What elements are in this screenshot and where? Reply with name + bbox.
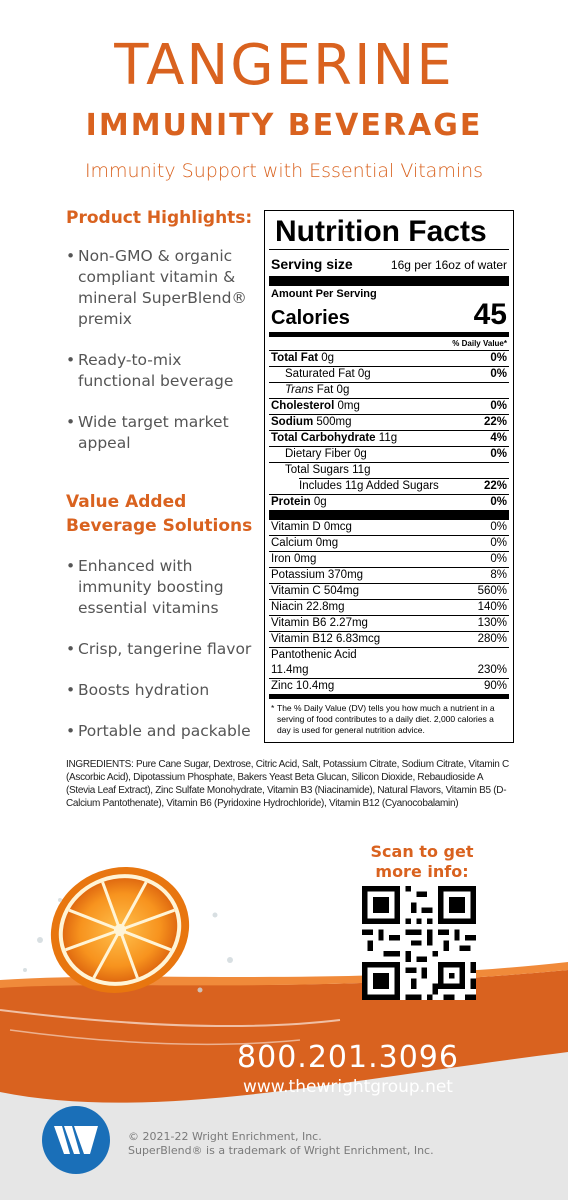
nutrient-amount: 11g	[352, 464, 371, 476]
nutrient-amount: 0g	[313, 496, 327, 508]
nutrient-row-protein	[269, 495, 509, 510]
nutrient-label: Sodium	[271, 416, 314, 428]
serving-size-value: 16g per 16oz of water	[390, 258, 507, 272]
nutrient-row-added-sugars	[269, 479, 509, 494]
vitamin-row	[269, 552, 509, 567]
nutrient-row-total-carbohydrate	[269, 431, 509, 446]
nutrient-row-sodium	[269, 415, 509, 430]
scan-line1: Scan to get	[370, 842, 474, 861]
vitamin-label: Iron 0mg	[271, 553, 317, 565]
value-item: • Enhanced with immunity boosting essential vitamins	[66, 556, 236, 619]
vitamin-dv: 230%	[477, 664, 507, 676]
vitamin-row	[269, 679, 509, 694]
footnote-star: *	[271, 703, 275, 713]
highlight-item: • Wide target market appeal	[66, 412, 241, 454]
nutrient-dv: 22%	[483, 416, 507, 428]
nutrient-amount: Fat 0g	[316, 384, 350, 396]
nutrient-dv: 0%	[490, 496, 507, 508]
highlights-heading: Product Highlights:	[66, 208, 253, 228]
phone-number[interactable]: 800.201.3096	[237, 1040, 459, 1075]
nutrient-dv: 22%	[483, 480, 507, 492]
copyright-line1: © 2021-22 Wright Enrichment, Inc.	[128, 1130, 322, 1143]
vitamin-label: Calcium 0mg	[271, 537, 339, 549]
vitamin-label: Pantothenic Acid	[271, 649, 357, 661]
trademark-line: SuperBlend® is a trademark of Wright Enrichment, Inc.	[128, 1144, 434, 1157]
nutrient-label: Includes 11g Added Sugars	[299, 480, 439, 492]
vitamin-label: Potassium 370mg	[271, 569, 364, 581]
nutrient-amount: 500mg	[316, 416, 352, 428]
vitamin-amount: 11.4mg	[271, 664, 309, 676]
value-item: • Boosts hydration	[66, 680, 276, 701]
vitamin-label: Niacin 22.8mg	[271, 601, 345, 613]
calories-label: Calories	[271, 307, 350, 329]
nutrient-amount: 0g	[354, 448, 367, 460]
vitamin-row	[269, 520, 509, 535]
nutrient-amount: 0g	[321, 352, 335, 364]
nutrient-label: Trans	[285, 384, 314, 396]
vitamin-label: Vitamin D 0mcg	[271, 521, 352, 533]
footnote-text: The % Daily Value (DV) tells you how much a nutrient in a serving of food contributes to a daily diet. 2,000 calories a day is used for general nutrition advice.	[277, 703, 495, 735]
highlight-item: • Ready-to-mix functional beverage	[66, 350, 241, 392]
daily-value-header: % Daily Value*	[452, 339, 507, 348]
product-tagline: Immunity Support with Essential Vitamins	[84, 160, 484, 182]
ingredients-text: INGREDIENTS: Pure Cane Sugar, Dextrose, Citric Acid, Salt, Potassium Citrate, Sodium Citrate, Vitamin C (Ascorbic Acid), Dipotassium Phosphate, Bakers Yeast Beta Glucan, Silicon Dioxide, Rebaudioside A (Stevia Leaf Extract), Zinc Sulfate Monohydrate, Vitamin B3 (Niacinamide), Natural Flavors, Vitamin B5 (D-Calcium Pantothenate), Vitamin B6 (Pyridoxine Hydrochloride), Vitamin B12 (Cyanocobalamin)	[66, 759, 509, 809]
nutrient-row-trans-fat	[269, 383, 509, 398]
nutrient-label: Total Fat	[271, 352, 319, 364]
nutrient-label: Protein	[271, 496, 311, 508]
highlights-list	[66, 246, 266, 454]
wright-group-logo-icon	[40, 1104, 112, 1176]
nutrition-footnote	[269, 699, 509, 736]
vitamin-dv: 0%	[490, 537, 507, 549]
nutrient-row-dietary-fiber	[269, 447, 509, 462]
vitamin-dv: 280%	[477, 633, 507, 645]
product-title: TANGERINE	[114, 33, 454, 98]
value-item: • Crisp, tangerine flavor	[66, 639, 276, 660]
value-added-heading-line1: Value Added	[66, 492, 187, 512]
calories-value: 45	[473, 298, 507, 331]
calories-row	[269, 300, 509, 332]
serving-size-row	[269, 250, 509, 276]
nutrient-label: Cholesterol	[271, 400, 335, 412]
copyright-block	[128, 1130, 434, 1158]
vitamin-label: Vitamin B12 6.83mcg	[271, 633, 381, 645]
vitamin-row	[269, 648, 509, 678]
vitamin-row	[269, 616, 509, 631]
product-subtitle: IMMUNITY BEVERAGE	[85, 108, 483, 143]
nutrition-facts-title: Nutrition Facts	[275, 215, 487, 248]
nutrient-dv: 0%	[490, 368, 507, 380]
nutrient-dv: 4%	[490, 432, 507, 444]
nutrient-dv: 0%	[490, 448, 507, 460]
nutrient-label: Saturated Fat	[285, 368, 355, 380]
highlights-column	[66, 206, 266, 742]
vitamin-label: Zinc 10.4mg	[271, 680, 335, 692]
nutrition-facts-panel	[264, 210, 514, 743]
vitamin-dv: 8%	[490, 569, 507, 581]
value-added-heading-line2: Beverage Solutions	[66, 516, 253, 536]
nutrient-dv: 0%	[490, 352, 507, 364]
vitamin-row	[269, 536, 509, 551]
value-added-heading	[66, 490, 266, 538]
vitamin-row	[269, 600, 509, 615]
nutrient-amount: 0mg	[337, 400, 360, 412]
vitamin-dv: 140%	[477, 601, 507, 613]
nutrient-amount: 11g	[378, 432, 398, 444]
amount-per-serving: Amount Per Serving	[271, 288, 377, 300]
value-item: • Portable and packable	[66, 721, 276, 742]
value-added-list	[66, 556, 266, 742]
scan-prompt	[352, 842, 492, 882]
qr-code-icon[interactable]	[362, 886, 476, 1000]
vitamin-label: Vitamin B6 2.27mg	[271, 617, 368, 629]
vitamin-dv: 0%	[490, 521, 507, 533]
serving-size-label: Serving size	[271, 256, 353, 272]
nutrient-row-total-fat	[269, 351, 509, 366]
nutrient-row-total-sugars	[269, 463, 509, 478]
vitamin-dv: 130%	[477, 617, 507, 629]
nutrient-label: Total Carbohydrate	[271, 432, 376, 444]
vitamin-dv: 90%	[483, 680, 507, 692]
vitamin-label: Vitamin C 504mg	[271, 585, 359, 597]
nutrient-label: Total Sugars	[285, 464, 349, 476]
vitamin-dv: 560%	[477, 585, 507, 597]
website-link[interactable]: www.thewrightgroup.net	[243, 1077, 453, 1097]
highlight-item: • Non-GMO & organic compliant vitamin & mineral SuperBlend® premix	[66, 246, 256, 330]
vitamin-row	[269, 568, 509, 583]
vitamin-dv: 0%	[490, 553, 507, 565]
nutrient-label: Dietary Fiber	[285, 448, 351, 460]
nutrient-row-saturated-fat	[269, 367, 509, 382]
nutrient-amount: 0g	[357, 368, 371, 380]
nutrient-row-cholesterol	[269, 399, 509, 414]
nutrient-dv: 0%	[490, 400, 507, 412]
divider	[269, 276, 509, 286]
vitamin-row	[269, 584, 509, 599]
scan-line2: more info:	[375, 862, 469, 881]
vitamin-row	[269, 632, 509, 647]
